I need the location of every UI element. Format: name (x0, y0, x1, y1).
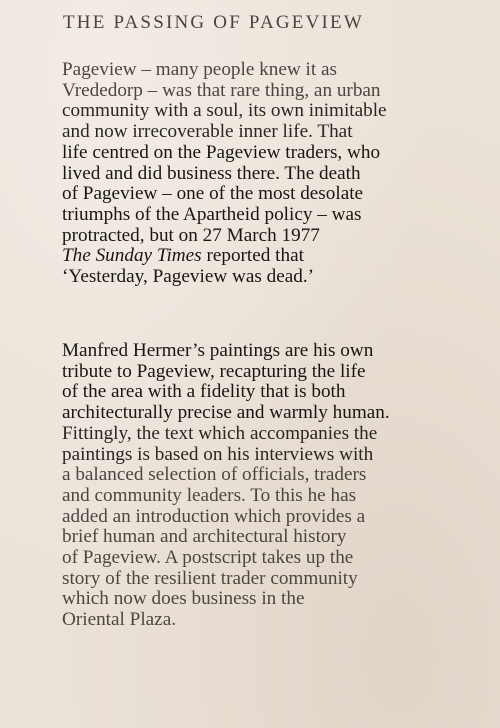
paragraph-line: brief human and architectural history (62, 526, 347, 548)
paragraph-line: Manfred Hermer’s paintings are his own (62, 340, 374, 361)
paragraph-line: paintings is based on his interviews with (62, 443, 374, 465)
paragraph-line: and now irrecoverable inner life. That (62, 121, 353, 143)
paragraph-line-rest: reported that (201, 245, 304, 267)
paragraph-line: Vrededorp – was that rare thing, an urban (62, 79, 381, 101)
paragraph-line: a balanced selection of officials, traders (62, 464, 367, 486)
paragraph-line: story of the resilient trader community (62, 567, 358, 589)
paragraph-line: life centred on the Pageview traders, who (62, 141, 381, 163)
paragraph-line: Pageview – many people knew it as (62, 59, 337, 80)
page-title: THE PASSING OF PAGEVIEW (63, 12, 364, 33)
description-paragraph (62, 341, 492, 631)
paragraph-line: ‘Yesterday, Pageview was dead.’ (62, 266, 315, 288)
paragraph-line: added an introduction which provides a (62, 505, 366, 527)
paragraph-line: and community leaders. To this he has (62, 484, 357, 506)
paragraph-line: Fittingly, the text which accompanies the (62, 422, 378, 444)
paragraph-line: of Pageview. A postscript takes up the (62, 547, 354, 569)
paragraph-line: community with a soul, its own inimitable (62, 100, 387, 122)
intro-paragraph (62, 60, 492, 288)
paragraph-line: Oriental Plaza. (62, 609, 177, 631)
newspaper-title: The Sunday Times (62, 245, 202, 267)
paragraph-line: architecturally precise and warmly human. (62, 402, 390, 424)
paragraph-line: of Pageview – one of the most desolate (62, 183, 364, 205)
paragraph-line: lived and did business there. The death (62, 162, 361, 184)
paragraph-line: protracted, but on 27 March 1977 (62, 224, 320, 246)
paragraph-line-with-italic (62, 246, 492, 267)
paragraph-line: of the area with a fidelity that is both (62, 381, 346, 403)
paragraph-line: tribute to Pageview, recapturing the life (62, 360, 366, 382)
paragraph-line: triumphs of the Apartheid policy – was (62, 203, 362, 225)
paragraph-line: which now does business in the (62, 588, 305, 610)
